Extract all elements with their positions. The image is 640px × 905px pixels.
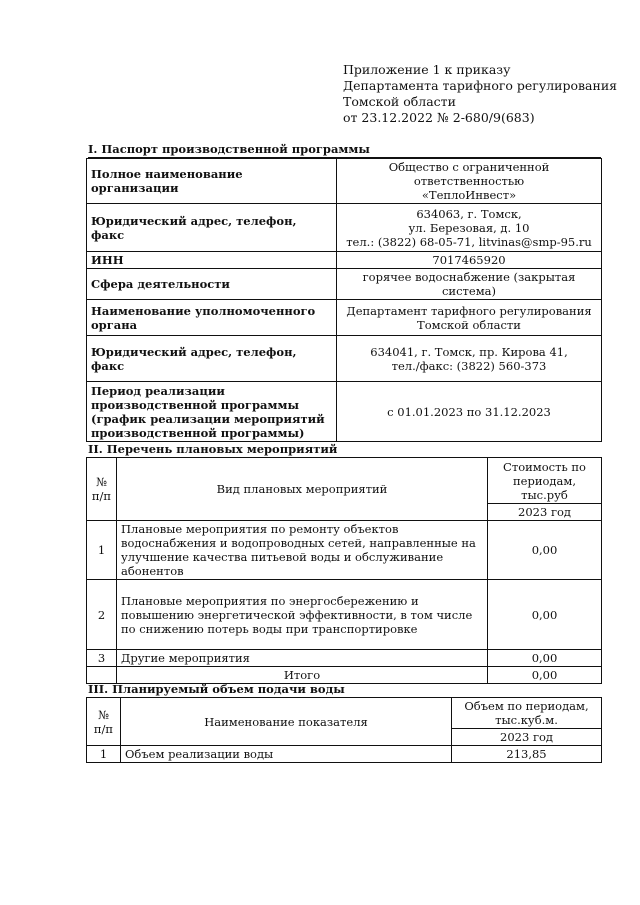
passport-table — [86, 158, 602, 442]
row-label: Сфера деятельности — [87, 269, 337, 300]
header-line: Департамента тарифного регулирования — [343, 78, 618, 93]
row-label: ИНН — [87, 252, 337, 269]
table-row — [87, 458, 602, 504]
volume-table — [86, 697, 602, 763]
value-line: Департамент тарифного регулирования — [346, 303, 592, 318]
col-header-name: Наименование показателя — [121, 698, 452, 746]
row-value: 0,00 — [488, 580, 602, 650]
row-value: 0,00 — [488, 650, 602, 667]
table-row — [87, 650, 602, 667]
table-row — [87, 252, 602, 269]
table-row — [87, 336, 602, 382]
section3-title: III. Планируемый объем подачи воды — [88, 682, 601, 698]
section1-title: I. Паспорт производственной программы — [88, 142, 601, 158]
value-line: тел./факс: (3822) 560-373 — [391, 358, 547, 373]
total-label: Итого — [117, 667, 488, 684]
col-header-name: Вид плановых мероприятий — [117, 458, 488, 521]
section2-title: II. Перечень плановых мероприятий — [88, 442, 601, 458]
row-num: 1 — [87, 521, 117, 580]
row-name: Другие мероприятия — [117, 650, 488, 667]
row-name: Плановые мероприятия по ремонту объектов водоснабжения и водопроводных сетей, направленные на улучшение качества питьевой воды и обслуживание абонентов — [117, 521, 488, 580]
row-name: Плановые мероприятия по энергосбережению и повышению энергетической эффективности, в том числе по снижению потерь воды при транспортировке — [117, 580, 488, 650]
row-name: Объем реализации воды — [121, 746, 452, 763]
row-value: горячее водоснабжение (закрытая система) — [337, 269, 602, 300]
row-value — [337, 300, 602, 336]
table-row — [87, 698, 602, 729]
col-header-num: № п/п — [87, 458, 117, 521]
table-row — [87, 269, 602, 300]
row-num: 2 — [87, 580, 117, 650]
row-label: Юридический адрес, телефон, факс — [87, 336, 337, 382]
table-row — [87, 667, 602, 684]
header-line: Приложение 1 к приказу — [343, 62, 511, 77]
row-value — [337, 159, 602, 204]
row-label: Полное наименование организации — [87, 159, 337, 204]
row-label: Период реализации производственной программы (график реализации мероприятий производственной программы) — [87, 382, 337, 442]
col-header-year: 2023 год — [488, 504, 602, 521]
row-value: 0,00 — [488, 521, 602, 580]
measures-table — [86, 457, 602, 684]
col-header-num: № п/п — [87, 698, 121, 746]
value-line: 634041, г. Томск, пр. Кирова 41, — [370, 344, 568, 359]
col-header-year: 2023 год — [452, 729, 602, 746]
row-num: 3 — [87, 650, 117, 667]
value-line: тел.: (3822) 68-05-71, litvinas@smp-95.ru — [346, 234, 592, 249]
table-row — [87, 159, 602, 204]
total-value: 0,00 — [488, 667, 602, 684]
header-line: от 23.12.2022 № 2-680/9(683) — [343, 110, 535, 125]
value-line: Томской области — [417, 317, 521, 332]
value-line: Общество с ограниченной ответственностью — [388, 160, 550, 188]
table-row — [87, 580, 602, 650]
row-value — [337, 204, 602, 252]
row-label: Наименование уполномоченного органа — [87, 300, 337, 336]
value-line: 634063, г. Томск, — [416, 206, 522, 221]
document-header — [343, 62, 623, 126]
row-label: Юридический адрес, телефон, факс — [87, 204, 337, 252]
row-value: 213,85 — [452, 746, 602, 763]
table-row — [87, 204, 602, 252]
row-value: 7017465920 — [337, 252, 602, 269]
row-value — [337, 336, 602, 382]
table-row — [87, 746, 602, 763]
row-value: с 01.01.2023 по 31.12.2023 — [337, 382, 602, 442]
value-line: «ТеплоИнвест» — [421, 188, 517, 202]
table-row — [87, 521, 602, 580]
row-num: 1 — [87, 746, 121, 763]
col-header-cost: Стоимость по периодам, тыс.руб — [488, 458, 602, 504]
table-row — [87, 300, 602, 336]
value-line: ул. Березовая, д. 10 — [408, 220, 530, 235]
table-row — [87, 382, 602, 442]
col-header-volume: Объем по периодам, тыс.куб.м. — [452, 698, 602, 729]
row-num — [87, 667, 117, 684]
header-line: Томской области — [343, 94, 456, 109]
